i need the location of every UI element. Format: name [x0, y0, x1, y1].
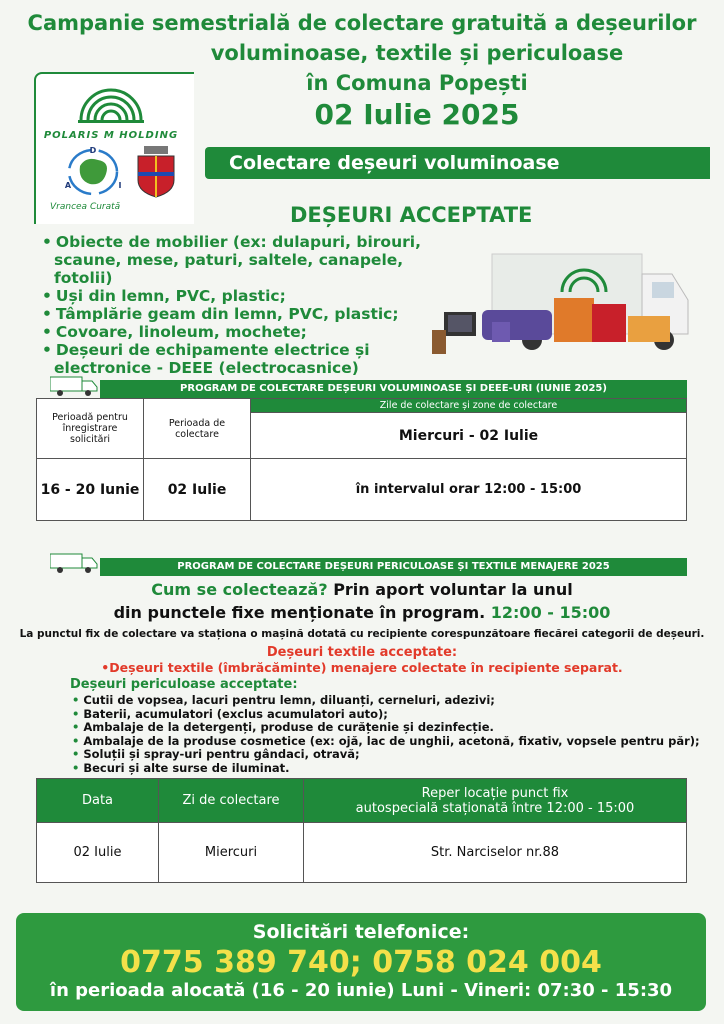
list-item: • Cutii de vopsea, lacuri pentru lemn, diluanți, cerneluri, adezivi;: [72, 694, 700, 708]
col-date-header: Data: [37, 779, 159, 823]
table-location: Str. Narciselor nr.88: [304, 823, 687, 883]
how-answer-2: din punctele fixe menționate în program.: [113, 603, 486, 622]
title-line-1: Campanie semestrială de colectare gratuită a deșeurilor: [27, 11, 697, 35]
hazard-list: [72, 694, 700, 775]
how-answer-1: Prin aport voluntar la unul: [333, 580, 573, 599]
contact-period: în perioada alocată (16 - 20 iunie) Luni - Vineri: 07:30 - 15:30: [49, 980, 673, 1001]
logo-area: [34, 72, 194, 224]
col-day-header: Zi de colectare: [159, 779, 304, 823]
list-item: • Uși din lemn, PVC, plastic;: [42, 287, 442, 305]
col-zones-header: Zile de colectare și zone de colectare: [251, 399, 687, 413]
contact-box: [16, 913, 706, 1011]
collection-interval: în intervalul orar 12:00 - 15:00: [251, 459, 687, 521]
list-item: • Obiecte de mobilier (ex: dulapuri, birouri, scaune, mese, paturi, saltele, canapele, fotolii): [42, 233, 442, 287]
how-question: Cum se colectează?: [151, 580, 328, 599]
table-day: Miercuri: [159, 823, 304, 883]
section-title-bar: Colectare deșeuri voluminoase: [205, 147, 710, 179]
list-item: • Soluții și spray-uri pentru gândaci, otravă;: [72, 748, 700, 762]
textile-title: Deșeuri textile acceptate:: [266, 645, 458, 660]
list-item: • Tâmplărie geam din lemn, PVC, plastic;: [42, 305, 442, 323]
cycle-letter: A: [64, 181, 72, 190]
program1-table: [36, 398, 687, 521]
contact-title: Solicitări telefonice:: [252, 921, 470, 943]
garbage-truck-icon: [50, 375, 98, 397]
program2-heading: PROGRAM DE COLECTARE DEȘEURI PERICULOASE ȘI TEXTILE MENAJERE 2025: [100, 558, 687, 576]
table-date: 02 Iulie: [37, 823, 159, 883]
list-item: • Ambalaje de la detergenți, produse de curățenie și dezinfecție.: [72, 721, 700, 735]
campaign-date: 02 Iulie 2025: [314, 98, 520, 131]
textile-item: •Deșeuri textile (îmbrăcăminte) menajere colectate în recipiente separat.: [101, 660, 623, 675]
col-collection-header: Perioada de colectare: [144, 399, 251, 459]
col-location-line-1: Reper locație punct fix: [421, 785, 569, 801]
truck-furniture-illustration: [432, 252, 692, 362]
collection-hours: 12:00 - 15:00: [490, 603, 611, 622]
program1-heading: PROGRAM DE COLECTARE DEȘEURI VOLUMINOASE ȘI DEEE-URI (IUNIE 2025): [100, 380, 687, 398]
collection-day: Miercuri - 02 Iulie: [251, 413, 687, 459]
how-collected-line1: [0, 580, 724, 599]
contact-phones: 0775 389 740; 0758 024 004: [120, 945, 602, 980]
program2-table: [36, 778, 687, 883]
logo-name: POLARIS M HOLDING: [43, 130, 179, 141]
collection-date: 02 Iulie: [144, 459, 251, 521]
list-item: • Baterii, acumulatori (exclus acumulatori auto);: [72, 708, 700, 722]
recycle-cycle-icon: [56, 144, 130, 200]
logo-tagline: Vrancea Curată: [50, 202, 121, 212]
list-item: • Deșeuri de echipamente electrice și electronice - DEEE (electrocasnice): [42, 341, 442, 377]
collection-note: La punctul fix de colectare va staționa o mașină dotată cu recipiente corespunzătoare fiecărei categorii de deșeuri.: [19, 628, 705, 640]
registration-period: 16 - 20 Iunie: [37, 459, 144, 521]
list-item: • Ambalaje de la produse cosmetice (ex: ojă, lac de unghii, acetonă, fixativ, vopsele pentru păr);: [72, 735, 700, 749]
title-line-3: în Comuna Popești: [306, 71, 528, 95]
col-location-header: [304, 779, 687, 823]
how-collected-line2: [0, 603, 724, 622]
hazard-title: Deșeuri periculoase acceptate:: [70, 677, 298, 692]
list-item: • Becuri și alte surse de iluminat.: [72, 762, 700, 776]
polaris-logo-icon: [76, 84, 146, 126]
cycle-letter: D: [89, 146, 97, 155]
list-item: • Covoare, linoleum, mochete;: [42, 323, 442, 341]
accepted-waste-list: [42, 233, 442, 377]
garbage-truck-icon: [50, 552, 98, 574]
col-location-line-2: autospecială staționată între 12:00 - 15:00: [355, 800, 635, 816]
title-line-2: voluminoase, textile și periculoase: [210, 41, 624, 65]
coat-of-arms-icon: [136, 146, 176, 198]
col-registration-header: Perioadă pentru înregistrare solicitări: [37, 399, 144, 459]
accepted-waste-title: DEȘEURI ACCEPTATE: [290, 203, 533, 227]
cycle-letter: I: [118, 181, 122, 190]
